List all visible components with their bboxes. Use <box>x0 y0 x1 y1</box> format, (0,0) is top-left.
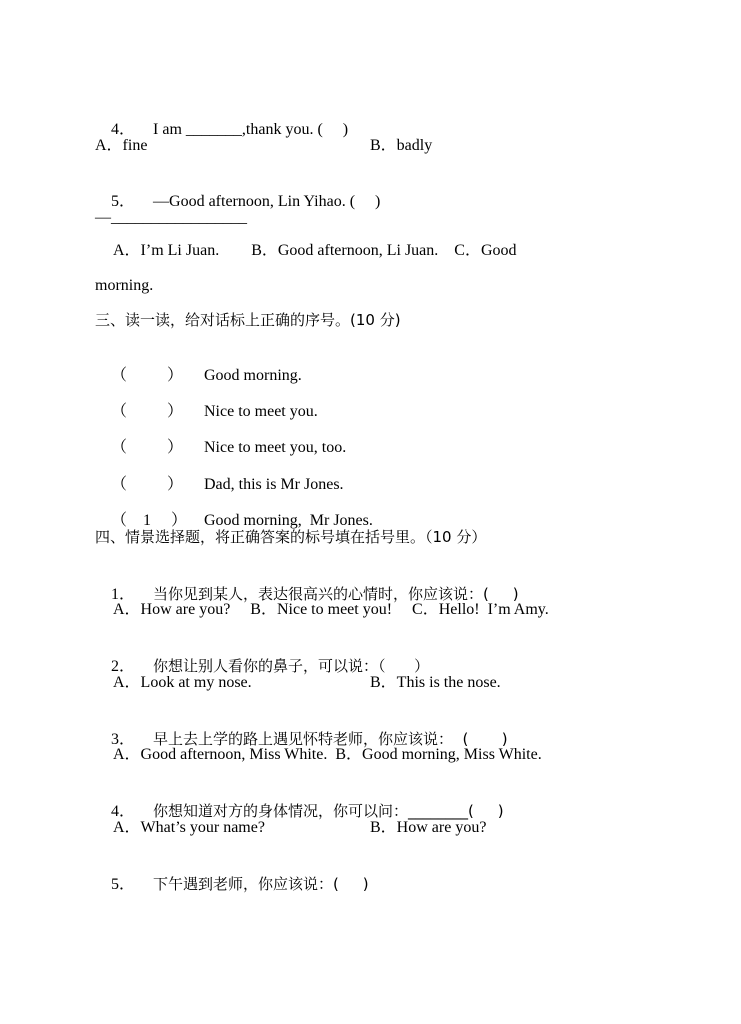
section-4-title: 四、情景选择题，将正确答案的标号填在括号里。（10 分） <box>95 528 487 546</box>
question-stem: 早上去上学的路上遇见怀特老师，你应该说： ( ) <box>153 730 508 748</box>
question-4-option-b: B．badly <box>370 137 433 154</box>
question-number: 1． <box>111 586 136 603</box>
question-5-options: A．I’m Li Juan. B．Good afternoon, Li Juan. C．Good <box>113 242 517 259</box>
question-number: 4． <box>111 121 136 138</box>
situation-question-5 <box>95 854 369 915</box>
situation-question-1-options: A．How are you? B．Nice to meet you! C．Hello! I’m Amy. <box>113 601 549 618</box>
section-3-title: 三、读一读，给对话标上正确的序号。(10 分) <box>95 311 401 329</box>
question-4-option-a: A．fine <box>95 137 148 154</box>
question-number: 4． <box>111 803 136 820</box>
dialogue-text: Good morning, Mr Jones. <box>204 512 373 529</box>
answer-bracket: （ 1 ） <box>111 512 188 529</box>
question-5-options-wrap: morning. <box>95 277 154 294</box>
question-stem: 你想知道对方的身体情况，你可以问：________( ) <box>153 802 504 820</box>
dialogue-text: Dad, this is Mr Jones. <box>204 476 344 493</box>
question-stem: 当你见到某人，表达很高兴的心情时，你应该说：( ) <box>153 585 519 603</box>
answer-bracket: （ ） <box>111 476 184 493</box>
dialogue-text: Nice to meet you, too. <box>204 439 347 456</box>
question-stem: 你想让别人看你的鼻子，可以说：（ ） <box>153 657 430 675</box>
question-stem: I am _______,thank you. ( ) <box>153 121 349 138</box>
question-number: 2． <box>111 658 136 675</box>
situation-question-2-option-a: A．Look at my nose. <box>113 674 252 691</box>
question-number: 5． <box>111 876 136 893</box>
situation-question-4-option-a: A．What’s your name? <box>113 819 265 836</box>
answer-bracket: （ ） <box>111 403 184 420</box>
answer-bracket: （ ） <box>111 439 184 456</box>
dialogue-text: Nice to meet you. <box>204 403 318 420</box>
situation-question-4-option-b: B．How are you? <box>370 819 487 836</box>
situation-question-2-option-b: B．This is the nose. <box>370 674 501 691</box>
dialogue-text: Good morning. <box>204 367 302 384</box>
answer-line: —_________________ <box>95 209 247 226</box>
question-number: 3． <box>111 731 136 748</box>
answer-bracket: （ ） <box>111 367 184 384</box>
question-number: 5． <box>111 193 136 210</box>
question-stem: —Good afternoon, Lin Yihao. ( ) <box>153 193 381 210</box>
question-stem: 下午遇到老师，你应该说：( ) <box>153 875 369 893</box>
situation-question-3-options: A．Good afternoon, Miss White. B．Good morning, Miss White. <box>113 746 542 763</box>
